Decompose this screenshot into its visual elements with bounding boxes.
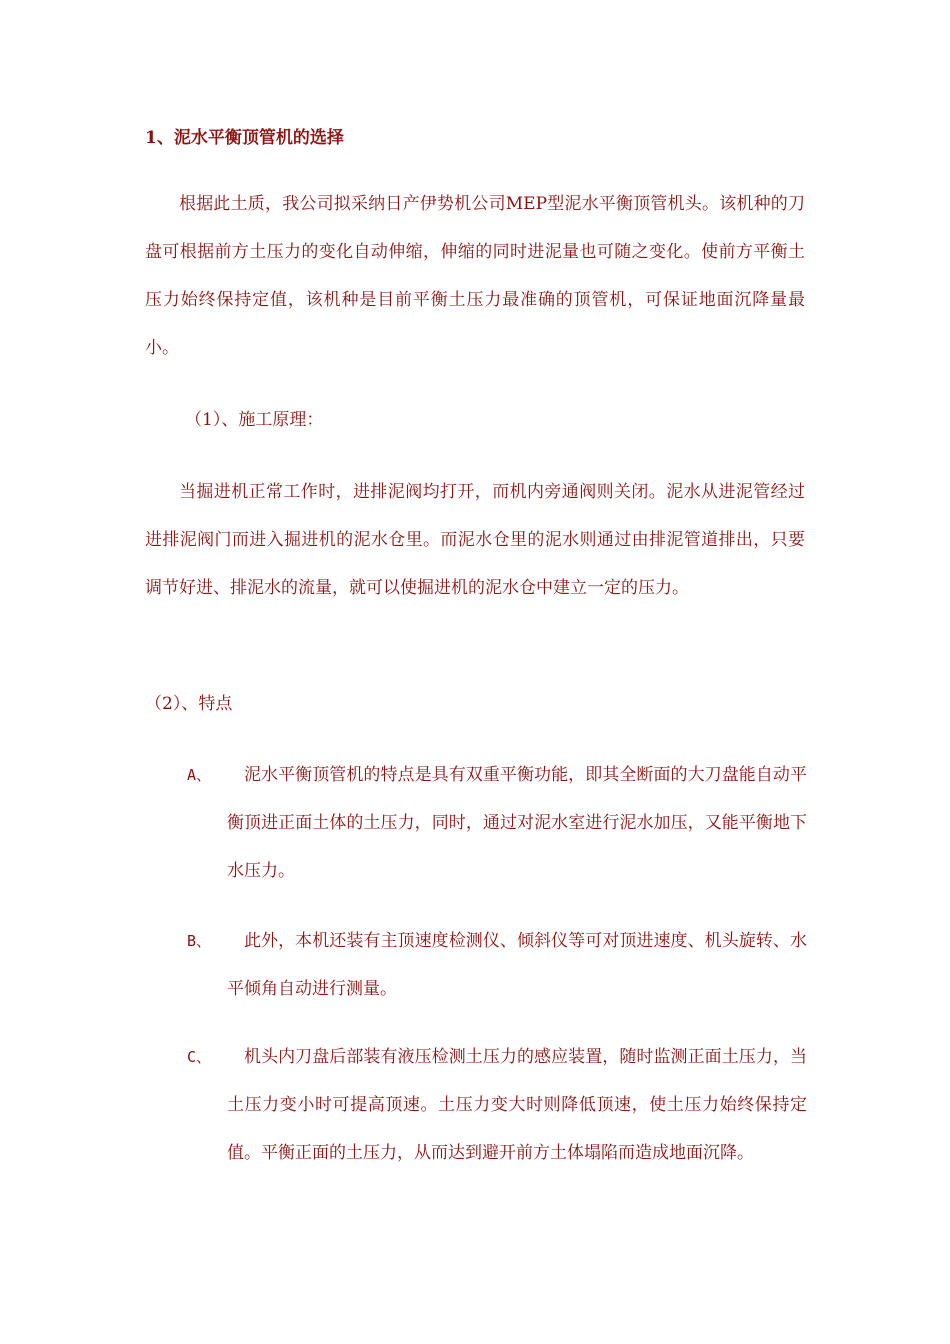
list-item	[187, 751, 807, 895]
list-item-text: 泥水平衡顶管机的特点是具有双重平衡功能，即其全断面的大刀盘能自动平衡顶进正面土体的土压力，同时，通过对泥水室进行泥水加压，又能平衡地下水压力。	[227, 765, 807, 881]
list-item-marker: A、	[187, 766, 212, 784]
list-item-text: 机头内刀盘后部装有液压检测土压力的感应装置，随时监测正面土压力，当土压力变小时可提高顶速。土压力变大时则降低顶速，使土压力始终保持定值。平衡正面的土压力，从而达到避开前方土体塌陷而造成地面沉降。	[227, 1047, 807, 1163]
principle-paragraph: 当掘进机正常工作时，进排泥阀均打开，而机内旁通阀则关闭。泥水从进泥管经过进排泥阀门而进入掘进机的泥水仓里。而泥水仓里的泥水则通过由排泥管道排出，只要调节好进、排泥水的流量，就可以使掘进机的泥水仓中建立一定的压力。	[145, 482, 805, 598]
list-item	[187, 1033, 807, 1177]
section-heading: 1、泥水平衡顶管机的选择	[145, 128, 344, 148]
subsection-title-features: （2）、特点	[145, 694, 233, 714]
list-item-marker: B、	[187, 932, 212, 950]
intro-paragraph: 根据此土质，我公司拟采纳日产伊势机公司MEP型泥水平衡顶管机头。该机种的刀盘可根据前方土压力的变化自动伸缩，伸缩的同时进泥量也可随之变化。使前方平衡土压力始终保持定值，该机种是目前平衡土压力最准确的顶管机，可保证地面沉降量最小。	[145, 194, 805, 358]
subsection-title-principle: （1）、施工原理：	[185, 410, 324, 430]
list-item	[187, 917, 807, 1013]
list-item-marker: C、	[187, 1048, 212, 1066]
list-item-text: 此外，本机还装有主顶速度检测仪、倾斜仪等可对顶进速度、机头旋转、水平倾角自动进行测量。	[227, 931, 807, 999]
